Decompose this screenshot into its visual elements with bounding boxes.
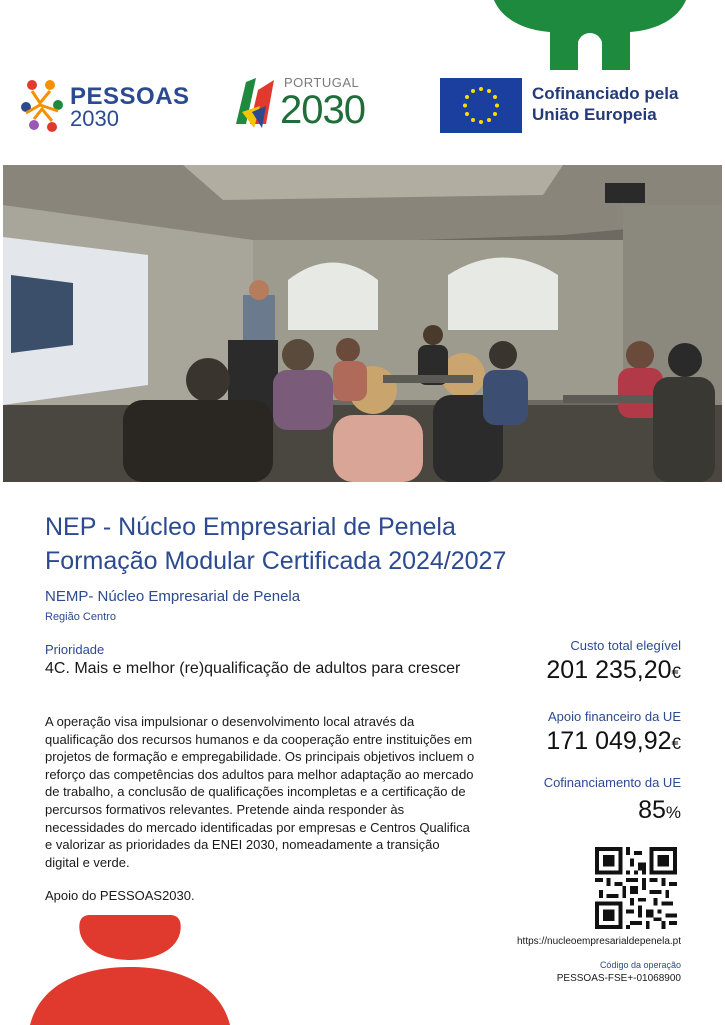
eu-text-line1: Cofinanciado pela [532,84,679,103]
eu-support-unit: € [671,734,681,753]
eu-cofinancing-amount: 85 [638,796,666,824]
pessoas-logo-text: PESSOAS [70,83,190,110]
page-title-line2: Formação Modular Certificada 2024/2027 [45,547,507,575]
region-label: Região Centro [45,611,116,623]
eu-support-label: Apoio financeiro da UE [548,709,681,724]
total-cost-unit: € [671,663,681,682]
total-cost-amount: 201 235,20 [546,656,672,684]
portugal-logo-year: 2030 [280,88,365,132]
eu-support-amount: 171 049,92 [546,727,672,755]
priority-value: 4C. Mais e melhor (re)qualificação de adultos para crescer [45,660,461,677]
eu-text-line2: União Europeia [532,105,657,124]
operation-description: A operação visa impulsionar o desenvolvimento local através da qualificação dos recursos humanos e da cooperação entre instituições em projetos de formação e empregabilidade. Os principais objetivos incluem o reforço das competências dos adultos para melhor adaptação ao mercado de trabalho, a conclusão de qualificações incompletas e a certificação de percursos formativos relevantes. Pretende ainda responder às necessidades do mercado identificadas por empresas e Centros Qualifica e valorizar as prioridades da ENEI 2030, nomeadamente a transição digital e verde. [45,714,475,870]
green-decorative-shape [490,0,690,70]
eu-flag-icon [440,78,522,133]
classroom-photo [3,165,722,482]
pessoas-logo-year: 2030 [70,106,119,131]
page-title-line1: NEP - Núcleo Empresarial de Penela [45,513,456,541]
eu-cofinancing-value [638,796,681,825]
operation-code-value: PESSOAS-FSE+-01068900 [556,973,681,984]
eu-cofinancing-logo-text [532,83,678,125]
total-cost-value [546,656,681,685]
support-text: Apoio do PESSOAS2030. [45,888,195,903]
eu-support-value [546,727,681,756]
pessoas-people-icon [20,75,66,135]
portugal-logo-label: PORTUGAL [284,75,360,90]
eu-cofinancing-label: Cofinanciamento da UE [543,775,681,790]
portugal-2030-logo [232,72,392,138]
pessoas-2030-logo [20,75,190,135]
portugal-flag-icon [232,72,276,132]
operation-code-label: Código da operação [599,960,681,970]
priority-label: Prioridade [45,642,105,657]
qr-code[interactable] [595,847,677,929]
red-decorative-shape [30,915,230,1025]
beneficiary-name: NEMP- Núcleo Empresarial de Penela [45,588,301,605]
website-link[interactable]: https://nucleoempresarialdepenela.pt [517,936,681,947]
total-cost-label: Custo total elegível [570,638,681,653]
eu-cofinancing-unit: % [665,803,681,822]
